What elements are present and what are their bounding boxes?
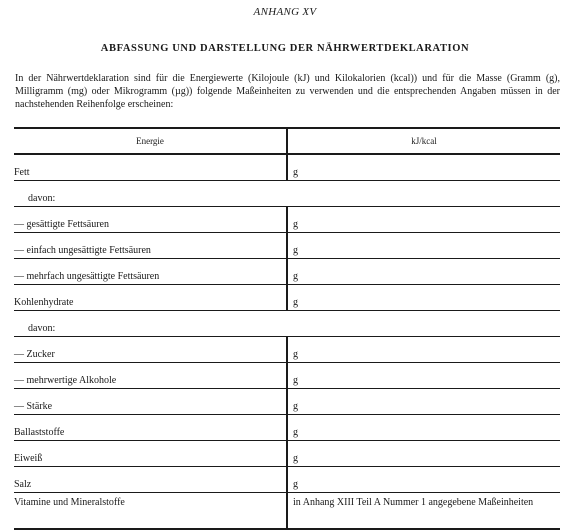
nutrient-name: — Stärke bbox=[14, 389, 287, 415]
table-row bbox=[14, 233, 560, 259]
nutrient-name: — einfach ungesättigte Fettsäuren bbox=[14, 233, 287, 259]
nutrient-name: — mehrfach ungesättigte Fettsäuren bbox=[14, 259, 287, 285]
nutrient-unit: g bbox=[287, 285, 560, 311]
nutrient-unit: g bbox=[287, 415, 560, 441]
nutrient-unit: g bbox=[287, 441, 560, 467]
table-row bbox=[14, 259, 560, 285]
nutrient-unit: g bbox=[287, 233, 560, 259]
nutrient-unit: g bbox=[287, 154, 560, 181]
table-row bbox=[14, 467, 560, 493]
section-heading: ABFASSUNG UND DARSTELLUNG DER NÄHRWERTDEKLARATION bbox=[100, 43, 470, 54]
nutrient-unit: in Anhang XIII Teil A Nummer 1 angegebene Maßeinheiten bbox=[287, 493, 560, 530]
nutrient-name: Vitamine und Mineralstoffe bbox=[14, 493, 287, 530]
nutrient-unit: g bbox=[287, 259, 560, 285]
annex-title: ANHANG XV bbox=[253, 6, 317, 18]
table-header-row bbox=[14, 128, 560, 154]
nutrient-name: Fett bbox=[14, 154, 287, 181]
table-row bbox=[14, 389, 560, 415]
table-row bbox=[14, 207, 560, 233]
nutrient-unit: g bbox=[287, 363, 560, 389]
table-row bbox=[14, 363, 560, 389]
nutrient-unit: g bbox=[287, 467, 560, 493]
table-row bbox=[14, 441, 560, 467]
intro-paragraph: In der Nährwertdeklaration sind für die Energiewerte (Kilojoule (kJ) und Kilokalorien (kcal)) und für die Masse (Gramm (g), Milligramm (mg) oder Mikrogramm (µg)) folgende Maßeinheiten zu verwenden und die entsprechenden Angaben müssen in der nachstehenden Reihenfolge erscheinen: bbox=[15, 73, 560, 110]
nutrient-unit: g bbox=[287, 207, 560, 233]
table-row bbox=[14, 154, 560, 181]
table-row bbox=[14, 415, 560, 441]
nutrient-name: Ballaststoffe bbox=[14, 415, 287, 441]
header-unit: kJ/kcal bbox=[287, 128, 560, 154]
nutrient-name: — mehrwertige Alkohole bbox=[14, 363, 287, 389]
table-row bbox=[14, 493, 560, 530]
nutrient-name: Kohlenhydrate bbox=[14, 285, 287, 311]
nutrient-name: — gesättigte Fettsäuren bbox=[14, 207, 287, 233]
nutrient-name: Salz bbox=[14, 467, 287, 493]
table-row bbox=[14, 285, 560, 311]
subheading-label: davon: bbox=[14, 311, 560, 337]
table-row bbox=[14, 337, 560, 363]
subheading-label: davon: bbox=[14, 181, 560, 207]
nutrient-name: — Zucker bbox=[14, 337, 287, 363]
table-row-subheading bbox=[14, 311, 560, 337]
table-row-subheading bbox=[14, 181, 560, 207]
nutrient-unit: g bbox=[287, 337, 560, 363]
nutrition-declaration-table bbox=[14, 127, 560, 530]
nutrient-unit: g bbox=[287, 389, 560, 415]
header-energy: Energie bbox=[14, 128, 287, 154]
nutrient-name: Eiweiß bbox=[14, 441, 287, 467]
